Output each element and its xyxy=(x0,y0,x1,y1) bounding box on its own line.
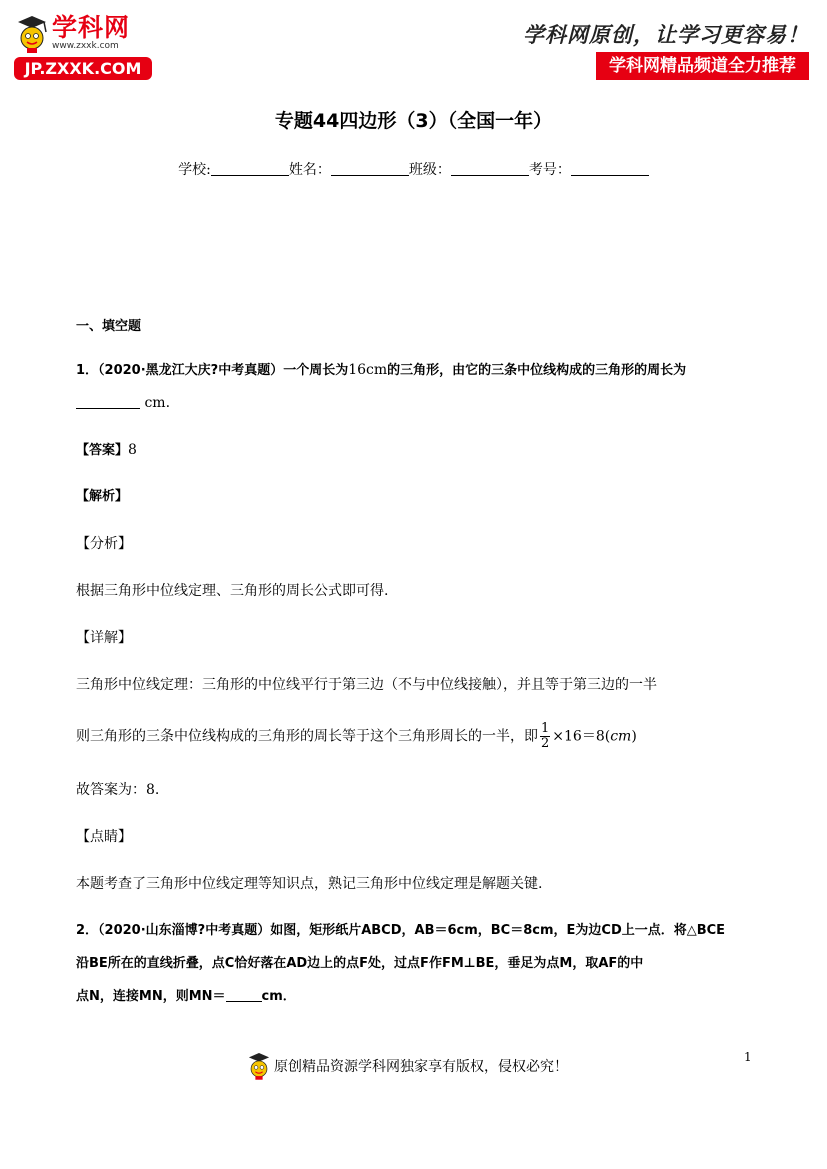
analysis-label: 【解析】 xyxy=(76,489,129,504)
q1-stem-rest: 的三角形，由它的三条中位线构成的三角形的周长为 xyxy=(387,363,687,378)
dianjing-label: 【点睛】 xyxy=(76,829,132,845)
formula-unit: cm xyxy=(610,728,632,745)
fraction xyxy=(540,722,550,751)
header-slogan: 学科网原创，让学习更容易！ xyxy=(523,22,809,47)
mascot-icon xyxy=(14,14,50,54)
detail-2-text: 则三角形的三条中位线构成的三角形的周长等于这个三角形周长的一半，即 xyxy=(76,728,538,745)
fraction-denominator: 2 xyxy=(541,736,550,751)
header-badge: 学科网精品频道全力推荐 xyxy=(596,52,809,80)
school-label: 学校: xyxy=(178,162,211,178)
dianjing-text: 本题考查了三角形中位线定理等知识点，熟记三角形中位线定理是解题关键. xyxy=(76,876,543,892)
fraction-numerator: 1 xyxy=(541,721,550,736)
page-title: 专题44四边形（3）（全国一年） xyxy=(274,110,553,132)
page-number: 1 xyxy=(744,1050,752,1064)
footer-copyright: 原创精品资源学科网独家享有版权，侵权必究！ xyxy=(274,1059,568,1075)
logo-url: www.zxxk.com xyxy=(52,41,119,51)
fenxi-label: 【分析】 xyxy=(76,536,132,552)
class-label: 班级： xyxy=(408,162,451,178)
logo-banner: JP.ZXXK.COM xyxy=(14,57,152,80)
detail-label: 【详解】 xyxy=(76,630,132,646)
q2-line-1: 2．（2020·山东淄博?中考真题）如图，矩形纸片ABCD，AB＝6cm，BC＝8cm，E为边CD上一点．将△BCE xyxy=(76,923,726,938)
q2-line-3 xyxy=(76,986,296,1008)
q1-blank-line xyxy=(76,392,170,414)
q1-unit: cm xyxy=(144,395,166,411)
q1-answer xyxy=(76,439,137,462)
detail-line-1: 三角形中位线定理：三角形的中位线平行于第三边（不与中位线接触），并且等于第三边的一半 xyxy=(76,677,657,693)
section-heading: 一、填空题 xyxy=(76,319,142,334)
name-label: 姓名： xyxy=(288,162,331,178)
q1-stem-bold: 1．（2020·黑龙江大庆?中考真题）一个周长为 xyxy=(76,363,349,378)
class-blank xyxy=(451,161,529,176)
q1-period: . xyxy=(165,395,171,411)
q1-stem xyxy=(76,359,686,382)
logo-text: 学科网 xyxy=(52,13,131,42)
school-blank xyxy=(211,161,289,176)
fenxi-text: 根据三角形中位线定理、三角形的周长公式即可得. xyxy=(76,583,389,599)
mascot-icon xyxy=(246,1051,272,1081)
formula-close: ) xyxy=(631,728,637,745)
q2-answer-blank xyxy=(226,987,262,1002)
q1-stem-value: 16cm xyxy=(348,362,388,378)
answer-label: 【答案】 xyxy=(76,443,129,458)
q1-answer-blank xyxy=(76,394,140,409)
name-blank xyxy=(331,161,409,176)
conclusion: 故答案为：8. xyxy=(76,782,160,798)
formula-rest: ×16＝8( xyxy=(552,728,611,745)
q2-line-3-a: 点N，连接MN，则MN＝ xyxy=(76,989,226,1004)
q2-line-3-b: cm． xyxy=(261,989,296,1004)
exam-no-label: 考号： xyxy=(528,162,571,178)
q2-line-2: 沿BE所在的直线折叠，点C恰好落在AD边上的点F处，过点F作FM⊥BE，垂足为点M，取AF的中 xyxy=(76,956,644,971)
detail-line-2 xyxy=(76,722,637,751)
info-line xyxy=(0,160,827,180)
answer-value: 8 xyxy=(128,442,137,458)
exam-no-blank xyxy=(571,161,649,176)
